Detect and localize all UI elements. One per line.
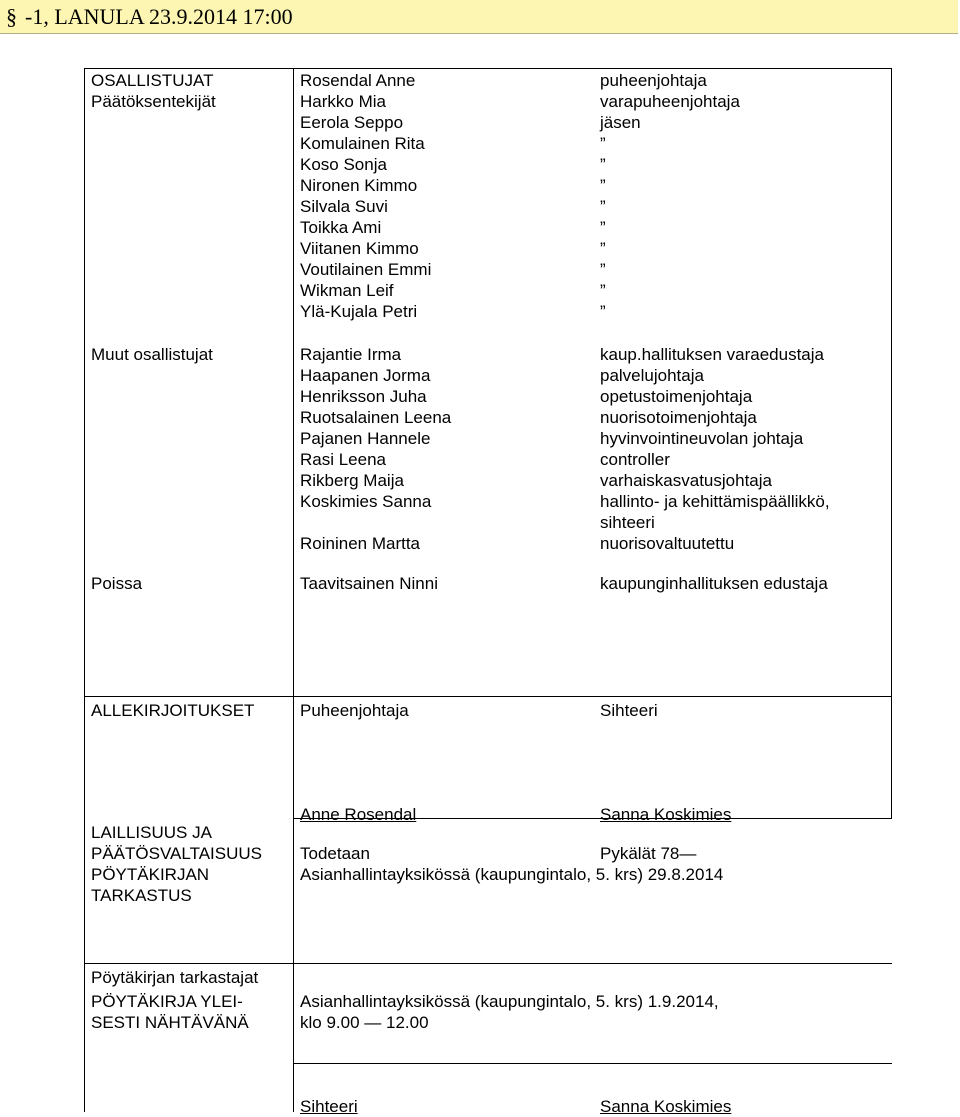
others-heading: Muut osallistujat [91,345,213,364]
row-divider-bottom [293,1063,892,1064]
other-participant-role: hallinto- ja kehittämispäällikkö, [600,492,830,511]
chair-label: Puheenjohtaja [300,701,409,720]
decision-makers-label: Päätöksentekijät [91,92,216,111]
reviewers-label: Pöytäkirjan tarkastajat [91,968,259,987]
row-divider-public [84,963,892,964]
member-name: Silvala Suvi [300,197,388,216]
other-participant-name: Haapanen Jorma [300,366,431,385]
absent-name: Taavitsainen Ninni [300,574,438,593]
member-role: ” [600,155,606,174]
signatures-heading: ALLEKIRJOITUKSET [91,701,255,720]
section-mark: § [6,4,17,29]
legality-sections: Pykälät 78— [600,844,697,863]
other-participant-name: Henriksson Juha [300,387,427,406]
member-name: Nironen Kimmo [300,176,418,195]
other-participant-name: Rajantie Irma [300,345,402,364]
member-role: ” [600,134,606,153]
other-participant-role: hyvinvointineuvolan johtaja [600,429,804,448]
absent-role: kaupunginhallituksen edustaja [600,574,828,593]
public-text-line2: klo 9.00 — 12.00 [300,1013,429,1032]
member-role: ” [600,197,606,216]
legality-heading-line1: LAILLISUUS JA [91,823,212,842]
member-role: ” [600,176,606,195]
member-role: ” [600,239,606,258]
review-heading-line2: TARKASTUS [91,886,192,905]
public-secretary-signature: Sihteeri [300,1097,358,1116]
member-name: Ylä-Kujala Petri [300,302,418,321]
member-role: ” [600,260,606,279]
member-name: Eerola Seppo [300,113,404,132]
table-column-divider [293,68,294,1112]
document-header [0,0,958,34]
public-heading-line2: SESTI NÄHTÄVÄNÄ [91,1013,249,1032]
other-participant-role: controller [600,450,670,469]
chair-signature-name: Anne Rosendal [300,805,417,824]
other-participant-name: Rasi Leena [300,450,387,469]
other-participant-name: Rikberg Maija [300,471,404,490]
other-participant-role: nuorisovaltuutettu [600,534,735,553]
header-title: -1, LANULA 23.9.2014 17:00 [25,4,293,29]
other-participant-role: palvelujohtaja [600,366,704,385]
other-participant-role: kaup.hallituksen varaedustaja [600,345,824,364]
member-name: Komulainen Rita [300,134,425,153]
table-right-border [891,68,892,819]
absent-heading: Poissa [91,574,143,593]
legality-text: Todetaan [300,844,370,863]
other-participant-role: sihteeri [600,513,655,532]
secretary-signature-name: Sanna Koskimies [600,805,732,824]
other-participant-role: varhaiskasvatusjohtaja [600,471,772,490]
other-participant-name: Pajanen Hannele [300,429,431,448]
public-text-line1: Asianhallintayksikössä (kaupungintalo, 5. krs) 1.9.2014, [300,992,719,1011]
public-heading-line1: PÖYTÄKIRJA YLEI- [91,992,243,1011]
table-top-border [84,68,892,69]
member-name: Wikman Leif [300,281,394,300]
secretary-label: Sihteeri [600,701,658,720]
other-participant-name: Ruotsalainen Leena [300,408,452,427]
other-participant-role: opetustoimenjohtaja [600,387,753,406]
member-role: puheenjohtaja [600,71,707,90]
row-divider-signatures [84,696,892,697]
member-role: varapuheenjohtaja [600,92,740,111]
review-text: Asianhallintayksikössä (kaupungintalo, 5. krs) 29.8.2014 [300,865,724,884]
member-name: Harkko Mia [300,92,386,111]
other-participant-name: Koskimies Sanna [300,492,432,511]
member-name: Viitanen Kimmo [300,239,419,258]
public-secretary-name: Sanna Koskimies [600,1097,732,1116]
member-role: ” [600,281,606,300]
participants-heading: OSALLISTUJAT [91,71,214,90]
other-participant-role: nuorisotoimenjohtaja [600,408,757,427]
member-name: Rosendal Anne [300,71,416,90]
table-left-border [84,68,85,1112]
member-name: Koso Sonja [300,155,387,174]
member-name: Voutilainen Emmi [300,260,432,279]
legality-heading-line2: PÄÄTÖSVALTAISUUS [91,844,262,863]
member-name: Toikka Ami [300,218,382,237]
review-heading-line1: PÖYTÄKIRJAN [91,865,210,884]
member-role: ” [600,302,606,321]
member-role: jäsen [600,113,641,132]
member-role: ” [600,218,606,237]
other-participant-name: Roininen Martta [300,534,421,553]
